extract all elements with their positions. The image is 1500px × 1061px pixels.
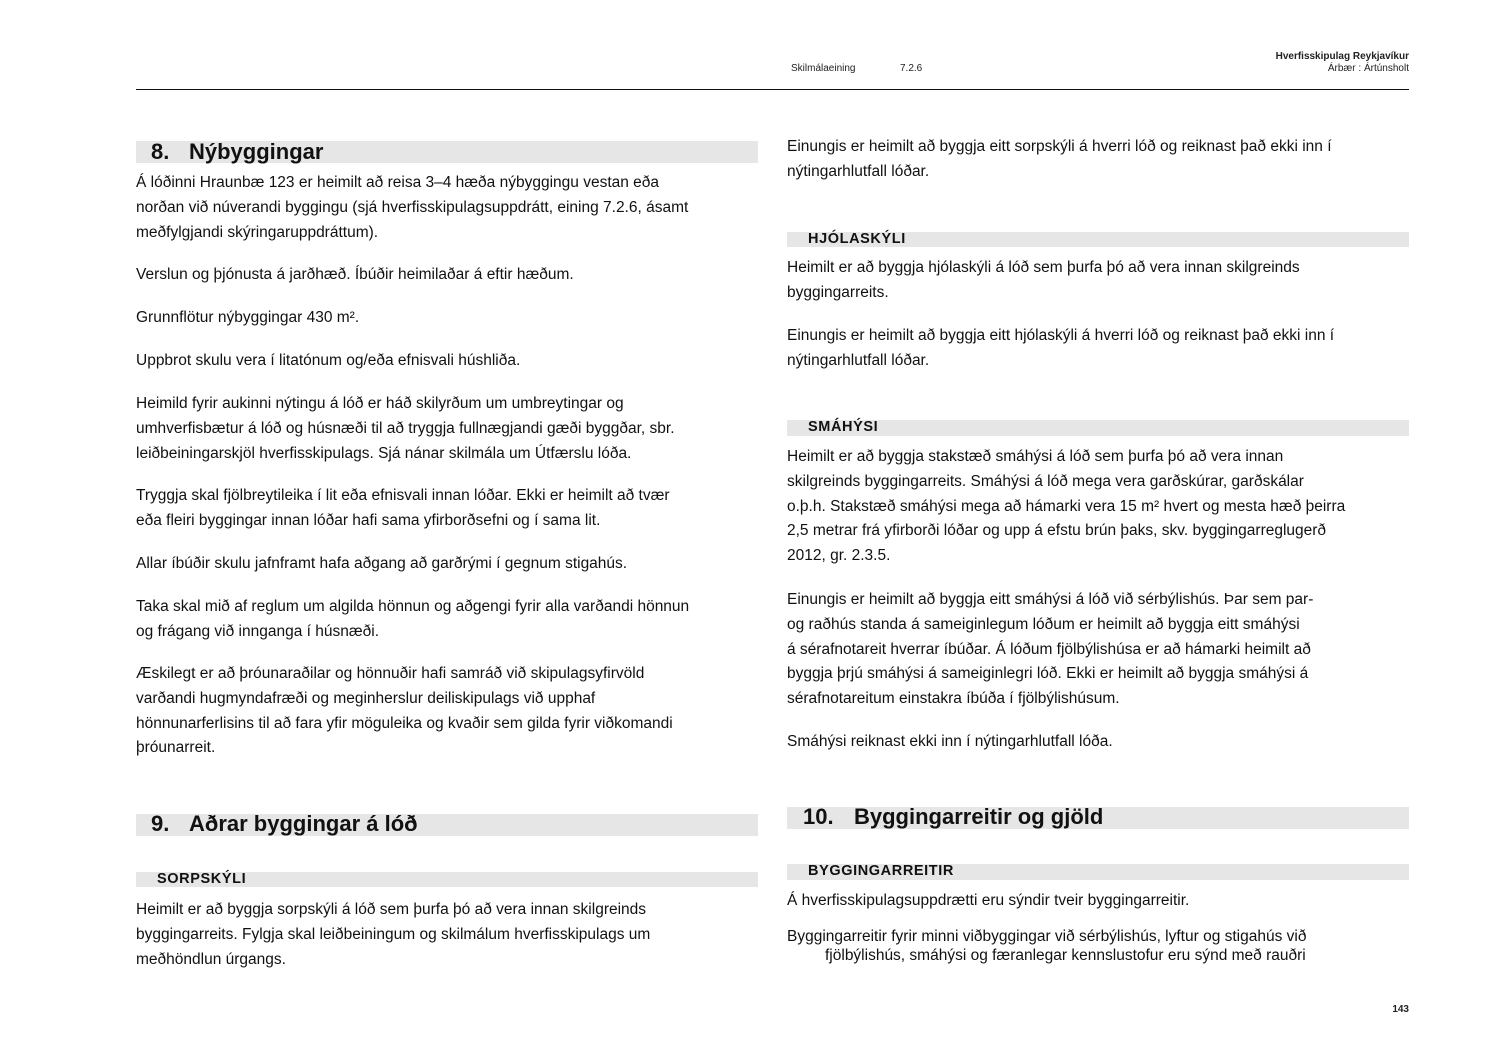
paragraph bbox=[787, 324, 1334, 374]
text-line: Verslun og þjónusta á jarðhæð. Íbúðir heimilaðar á eftir hæðum. bbox=[136, 266, 574, 283]
subheading-smahysi: SMÁHÝSI bbox=[808, 419, 879, 435]
text-line: Einungis er heimilt að byggja eitt sorpskýli á hverri lóð og reiknast það ekki inn í bbox=[787, 138, 1332, 155]
subheading-band bbox=[787, 420, 1409, 436]
text-line: o.þ.h. Stakstæð smáhýsi mega að hámarki vera 15 m² hvert og mesta hæð þeirra bbox=[787, 497, 1346, 515]
text-line: byggja þrjú smáhýsi á sameiginlegri lóð. Ekki er heimilt að byggja smáhýsi á bbox=[787, 665, 1309, 683]
paragraph bbox=[136, 349, 520, 374]
text-line: Allar íbúðir skulu jafnframt hafa aðgang að garðrými í gegnum stigahús. bbox=[136, 555, 628, 572]
text-line: meðfylgjandi skýringaruppdráttum). bbox=[136, 223, 379, 241]
subheading-sorpskyli: SORPSKÝLI bbox=[157, 871, 247, 887]
subheading-hjolaskyli: HJÓLASKÝLI bbox=[808, 231, 906, 247]
document-title: Hverfisskipulag Reykjavíkur bbox=[1275, 51, 1409, 62]
text-line: 2,5 metrar frá yfirborði lóðar og upp á efstu brún þaks, skv. byggingarreglugerð bbox=[787, 522, 1327, 540]
text-line: Heimild fyrir aukinni nýtingu á lóð er háð skilyrðum um umbreytingar og bbox=[136, 395, 624, 412]
text-line: varðandi hugmyndafræði og meginherslur deiliskipulags við upphaf bbox=[136, 689, 596, 707]
paragraph bbox=[787, 889, 1189, 914]
section-number: 10. bbox=[803, 804, 834, 829]
page-number: 143 bbox=[1392, 1004, 1409, 1015]
section-label: Skilmálaeining bbox=[791, 63, 856, 74]
text-line: Uppbrot skulu vera í litatónum og/eða efnisvali húshliða. bbox=[136, 352, 521, 369]
paragraph bbox=[136, 898, 650, 972]
header-divider bbox=[136, 89, 1409, 90]
paragraph bbox=[136, 595, 689, 645]
heading-section-9 bbox=[151, 813, 418, 835]
text-line: hönnunarferlisins til að fara yfir möguleika og kvaðir sem gilda fyrir viðkomandi bbox=[136, 714, 673, 732]
area-name: Árbær : Ártúnsholt bbox=[1327, 63, 1409, 74]
text-line: Byggingarreitir fyrir minni viðbyggingar við sérbýlishús, lyftur og stigahús við bbox=[787, 928, 1307, 945]
text-line: Tryggja skal fjölbreytileika í lit eða efnisvali innan lóðar. Ekki er heimilt að tvær bbox=[136, 487, 670, 504]
text-line: Grunnflötur nýbyggingar 430 m². bbox=[136, 309, 360, 326]
text-line: meðhöndlun úrgangs. bbox=[136, 950, 286, 968]
paragraph bbox=[136, 662, 673, 761]
heading-section-8 bbox=[151, 141, 323, 163]
section-title: Aðrar byggingar á lóð bbox=[189, 811, 418, 836]
text-line: umhverfisbætur á lóð og húsnæði til að tryggja fullnægjandi gæði byggðar, sbr. bbox=[136, 419, 675, 437]
text-line: Taka skal mið af reglum um algilda hönnun og aðgengi fyrir alla varðandi hönnun bbox=[136, 598, 690, 615]
text-line: og frágang við innganga í húsnæði. bbox=[136, 622, 380, 640]
paragraph bbox=[787, 135, 1332, 185]
text-line: nýtingarhlutfall lóðar. bbox=[787, 351, 930, 369]
text-line: byggingarreits. bbox=[787, 283, 889, 301]
paragraph bbox=[136, 484, 670, 534]
text-line: Á hverfisskipulagsuppdrætti eru sýndir tveir byggingarreitir. bbox=[787, 892, 1190, 909]
heading-section-10 bbox=[803, 806, 1103, 828]
text-line: Heimilt er að byggja stakstæð smáhýsi á lóð sem þurfa þó að vera innan bbox=[787, 448, 1284, 465]
text-line: nýtingarhlutfall lóðar. bbox=[787, 162, 930, 180]
paragraph bbox=[136, 171, 688, 245]
text-line: á sérafnotareit hverrar íbúðar. Á lóðum fjölbýlishúsa er að hámarki heimilt að bbox=[787, 640, 1311, 658]
text-line: þróunarreit. bbox=[136, 739, 216, 757]
text-line: sérafnotareitum einstakra íbúða í fjölbýlishúsum. bbox=[787, 690, 1120, 708]
section-number: 7.2.6 bbox=[900, 63, 923, 74]
text-line: Heimilt er að byggja hjólaskýli á lóð sem þurfa þó að vera innan skilgreinds bbox=[787, 259, 1300, 276]
section-number: 8. bbox=[151, 139, 170, 164]
paragraph bbox=[787, 445, 1345, 569]
paragraph bbox=[787, 256, 1300, 306]
text-line: Smáhýsi reiknast ekki inn í nýtingarhlutfall lóða. bbox=[787, 733, 1113, 750]
paragraph bbox=[787, 730, 1113, 755]
subheading-byggingarreitir: BYGGINGARREITIR bbox=[808, 863, 954, 879]
text-line: Æskilegt er að þróunaraðilar og hönnuðir hafi samráð við skipulagsyfirvöld bbox=[136, 665, 645, 682]
paragraph bbox=[787, 927, 1306, 965]
text-line: skilgreinds byggingarreits. Smáhýsi á lóð mega vera garðskúrar, garðskálar bbox=[787, 472, 1304, 490]
text-line: Á lóðinni Hraunbæ 123 er heimilt að reisa 3–4 hæða nýbyggingu vestan eða bbox=[136, 174, 660, 191]
text-line: Heimilt er að byggja sorpskýli á lóð sem þurfa þó að vera innan skilgreinds bbox=[136, 901, 647, 918]
text-line: Einungis er heimilt að byggja eitt hjólaskýli á hverri lóð og reiknast það ekki inn í bbox=[787, 327, 1335, 344]
text-line: eða fleiri byggingar innan lóðar hafi sama yfirborðsefni og í sama lit. bbox=[136, 511, 601, 529]
paragraph bbox=[136, 263, 574, 288]
section-title: Nýbyggingar bbox=[189, 139, 324, 164]
paragraph bbox=[136, 392, 675, 466]
paragraph bbox=[787, 588, 1313, 712]
text-line: norðan við núverandi byggingu (sjá hverfisskipulagsuppdrátt, eining 7.2.6, ásamt bbox=[136, 198, 689, 216]
paragraph bbox=[136, 306, 359, 331]
text-line: fjölbýlishús, smáhýsi og færanlegar kennslustofur eru sýnd með rauðri bbox=[825, 947, 1306, 964]
text-line: Einungis er heimilt að byggja eitt smáhýsi á lóð við sérbýlishús. Þar sem par- bbox=[787, 591, 1314, 608]
paragraph bbox=[136, 552, 627, 577]
section-title: Byggingarreitir og gjöld bbox=[854, 804, 1104, 829]
text-line: byggingarreits. Fylgja skal leiðbeiningum og skilmálum hverfisskipulags um bbox=[136, 925, 651, 943]
text-line: leiðbeiningarskjöl hverfisskipulags. Sjá nánar skilmála um Útfærslu lóða. bbox=[136, 444, 632, 462]
section-number: 9. bbox=[151, 811, 170, 836]
text-line: og raðhús standa á sameiginlegum lóðum er heimilt að byggja eitt smáhýsi bbox=[787, 615, 1300, 633]
text-line: 2012, gr. 2.3.5. bbox=[787, 547, 891, 565]
